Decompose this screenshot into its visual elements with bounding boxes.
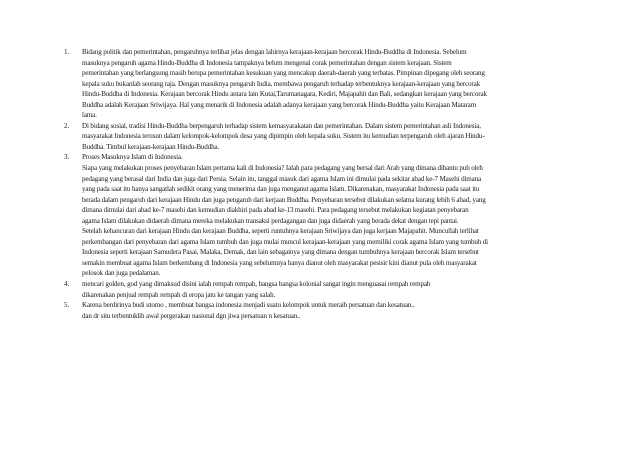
paragraph-line: pelosok dan juga pedalaman. (82, 269, 161, 278)
list-item-number: 1. (64, 48, 70, 56)
paragraph-line: mencari golden, god yang dimaksud disini ialah rempah rempah, bangsa bangsa kolonial sangat ingin menguasai rempah rempah (82, 280, 431, 289)
list-item (64, 121, 598, 153)
list-item-number: 4. (64, 280, 70, 289)
paragraph-line: Hindu-Buddha di Indonesia. Kerajaan bercorak Hindu antara lain Kutai,Tarumanagara, Kediri, Majapahit dan Bali, sedangkan kerajaan yang bercorak (82, 90, 487, 99)
paragraph-line: Karena berdirinya budi utomo , membuat bangsa indonesia menjadi suatu kelompok untuk meraih persatuan dan kesatuan.. (82, 301, 415, 310)
paragraph-line: Siapa yang melakukan proses penyebaran Islam pertama kali di Indonesia? Ialah para pedagang yang bersal dari Arab yang dimana dibantu puh oleh (82, 164, 483, 173)
paragraph-line: pedagang yang berasal dari India dan juga dari Persia. Selain itu, tanggal masuk dari agama Islam ini dimulai pada sekitar abad ke-7 Masehi dimana (82, 174, 482, 183)
paragraph-line: agama Islam dilakukan didaerah dimana mereka melakukan transaksi perdagangan dan juga didaerah yang berada dekat dengan tepi pantai. (82, 216, 459, 225)
paragraph-line: semakin membuat agama Islam berkembang di Indonesia yang sebelumnya hanya dianut oleh masyarakat pesisir kini dianut pula oleh masyarakat (82, 258, 477, 267)
paragraph-line: Buddha adalah Kerajaan Sriwijaya. Hal yang menarik di Indonesia adalah adanya kerajaan yang bercorak Hindu-Buddha yaitu Kerajaan Mataram (82, 100, 477, 109)
paragraph-line: masyarakat Indonesia terusun dalam kelompok-kelompok desa yang dipimpin oleh kepala suku. Sistem itu kemudian terpengaruh oleh ajaran Hindu- (82, 132, 485, 141)
list-item-number: 2. (64, 121, 70, 130)
list-item (64, 279, 598, 300)
paragraph-line: kepala suku bukanlah seorang raja. Dengan masuknya pengaruh India, membawa pengaruh terhadap terbentuknya kerajaan-kerajaan yang bercorak (82, 79, 480, 88)
paragraph-line: dan dr situ terbentuklih awal pergerakan nasional dgn jiwa persatuan n kesatuan.. (82, 311, 301, 320)
list-item-number: 5. (64, 301, 70, 310)
list-item (64, 300, 598, 321)
paragraph-line: yang pada saat itu hanya sangatlah sedikit orang yang menerima dan juga menganut agama Islam. Dikarenakan, masyarakat Indonesia pada saat itu (82, 185, 480, 194)
paragraph-line: masuknya pengaruh agama Hindu-Buddha di Indonesia tampaknya belum mengenal corak pemerintahan dengan sistem kerajaan. Sistem (82, 58, 452, 67)
paragraph-line: Bidang politik dan pemerintahan, pengaruhnya terlihat jelas dengan lahirnya kerajaan-kerajaan bercorak Hindu-Buddha di Indonesia. Sebelum (82, 48, 467, 56)
list-item (64, 47, 598, 121)
numbered-list (64, 47, 598, 321)
paragraph-line: Buddha. Timbul kerajaan-kerajaan Hindu-Buddha. (82, 142, 220, 151)
paragraph-line: lama. (82, 111, 97, 120)
paragraph-line: pemerintahan yang berlangsung masih berupa pemerintahan kesukuan yang mencakup daerah-daerah yang terbatas. Pimpinan dipegang oleh seorang (82, 69, 485, 78)
paragraph-line: Indonesia seperti kerajaan Samudera Pasai, Malaka, Demak, dan lain sebagainya yang dimana dengan tumbuhnya kerajaan bercorak Islam tersebut (82, 248, 479, 257)
paragraph-line: Di bidang sosial, tradisi Hindu-Buddha berpengaruh terhadap sistem kemasyarakatan dan pemerintahan. Dalam sistem pemerintahan asli Indonesia, (82, 121, 481, 130)
paragraph-line: dimana dimulai dari abad ke-7 masehi dan kemudian diakhiri pada abad ke-13 masehi. Para pedagang tersebut melakukan kegiatan penyebaran (82, 206, 469, 215)
paragraph-line: perkembangan dari penyebaran dari agama Islam tumbuh dan juga mulai muncul kerajaan-kerajaan yang memiliki corak agama Islam yang tumbuh di (82, 237, 488, 246)
paragraph-line: dikarenakan penjual rempah rempah di eropa jatu ke tangan yang salah. (82, 290, 276, 299)
paragraph-line: Setelah kehancuran dari kerajaan Hindu dan kerajaan Buddha, seperti runtuhnya kerajaan Sriwijaya dan juga kerjaan Majapahit. Muncullah terlihat (82, 227, 479, 236)
paragraph-line: Proses Masuknya Islam di Indonesia. (82, 153, 183, 162)
list-item (64, 152, 598, 279)
paragraph-line: berada dalam pengaruh dari kerajaan Hindu dan juga pengaruh dari kerjaan Buddha. Penyebaran tersebut dilakukan selama kurang lebih 6 abad, yang (82, 195, 486, 204)
list-item-number: 3. (64, 153, 70, 162)
